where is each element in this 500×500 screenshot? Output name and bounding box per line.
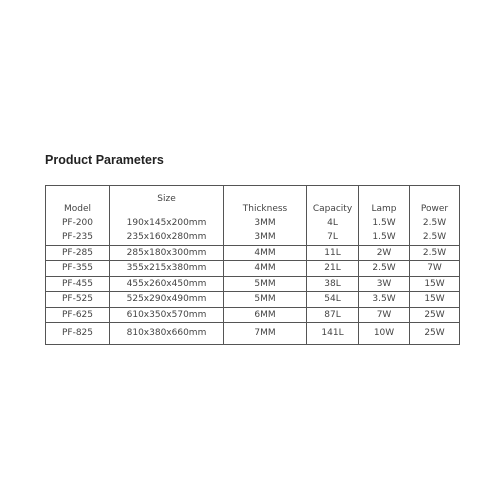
cell-thickness: 3MM	[224, 230, 307, 245]
cell-power: 15W	[410, 276, 460, 292]
cell-thickness: 6MM	[224, 307, 307, 323]
column-header-model: Model	[46, 186, 110, 216]
cell-lamp: 1.5W	[359, 216, 410, 231]
cell-power: 2.5W	[410, 216, 460, 231]
cell-size: 610x350x570mm	[110, 307, 224, 323]
cell-power: 2.5W	[410, 245, 460, 261]
cell-size: 355x215x380mm	[110, 261, 224, 277]
cell-model: PF-200	[46, 216, 110, 231]
cell-model: PF-355	[46, 261, 110, 277]
cell-model: PF-525	[46, 292, 110, 308]
cell-model: PF-625	[46, 307, 110, 323]
cell-size: 810x380x660mm	[110, 323, 224, 345]
cell-lamp: 3W	[359, 276, 410, 292]
cell-lamp: 2W	[359, 245, 410, 261]
cell-lamp: 10W	[359, 323, 410, 345]
cell-thickness: 5MM	[224, 276, 307, 292]
cell-power: 7W	[410, 261, 460, 277]
column-header-capacity: Capacity	[307, 186, 359, 216]
cell-power: 15W	[410, 292, 460, 308]
cell-size: 190x145x200mm	[110, 216, 224, 231]
cell-lamp: 7W	[359, 307, 410, 323]
cell-lamp: 1.5W	[359, 230, 410, 245]
page-title: Product Parameters	[45, 153, 164, 167]
table-row	[46, 307, 460, 323]
cell-model: PF-825	[46, 323, 110, 345]
cell-thickness: 3MM	[224, 216, 307, 231]
cell-capacity: 87L	[307, 307, 359, 323]
cell-size: 285x180x300mm	[110, 245, 224, 261]
cell-model: PF-455	[46, 276, 110, 292]
cell-power: 25W	[410, 323, 460, 345]
table-row	[46, 276, 460, 292]
cell-thickness: 7MM	[224, 323, 307, 345]
table-row	[46, 261, 460, 277]
column-header-thickness: Thickness	[224, 186, 307, 216]
column-header-lamp: Lamp	[359, 186, 410, 216]
cell-lamp: 2.5W	[359, 261, 410, 277]
cell-thickness: 5MM	[224, 292, 307, 308]
table-row	[46, 230, 460, 245]
cell-capacity: 11L	[307, 245, 359, 261]
column-header-power: Power	[410, 186, 460, 216]
cell-power: 2.5W	[410, 230, 460, 245]
product-parameters-table	[45, 185, 460, 345]
table-row	[46, 292, 460, 308]
cell-size: 235x160x280mm	[110, 230, 224, 245]
cell-thickness: 4MM	[224, 245, 307, 261]
cell-size: 525x290x490mm	[110, 292, 224, 308]
table-header-row	[46, 186, 460, 216]
cell-model: PF-235	[46, 230, 110, 245]
cell-capacity: 21L	[307, 261, 359, 277]
cell-size: 455x260x450mm	[110, 276, 224, 292]
table-row	[46, 323, 460, 345]
cell-lamp: 3.5W	[359, 292, 410, 308]
cell-capacity: 141L	[307, 323, 359, 345]
cell-capacity: 4L	[307, 216, 359, 231]
cell-capacity: 7L	[307, 230, 359, 245]
column-header-size: Size	[110, 186, 224, 216]
table-row	[46, 245, 460, 261]
cell-power: 25W	[410, 307, 460, 323]
cell-model: PF-285	[46, 245, 110, 261]
cell-capacity: 54L	[307, 292, 359, 308]
cell-capacity: 38L	[307, 276, 359, 292]
table-row	[46, 216, 460, 231]
cell-thickness: 4MM	[224, 261, 307, 277]
